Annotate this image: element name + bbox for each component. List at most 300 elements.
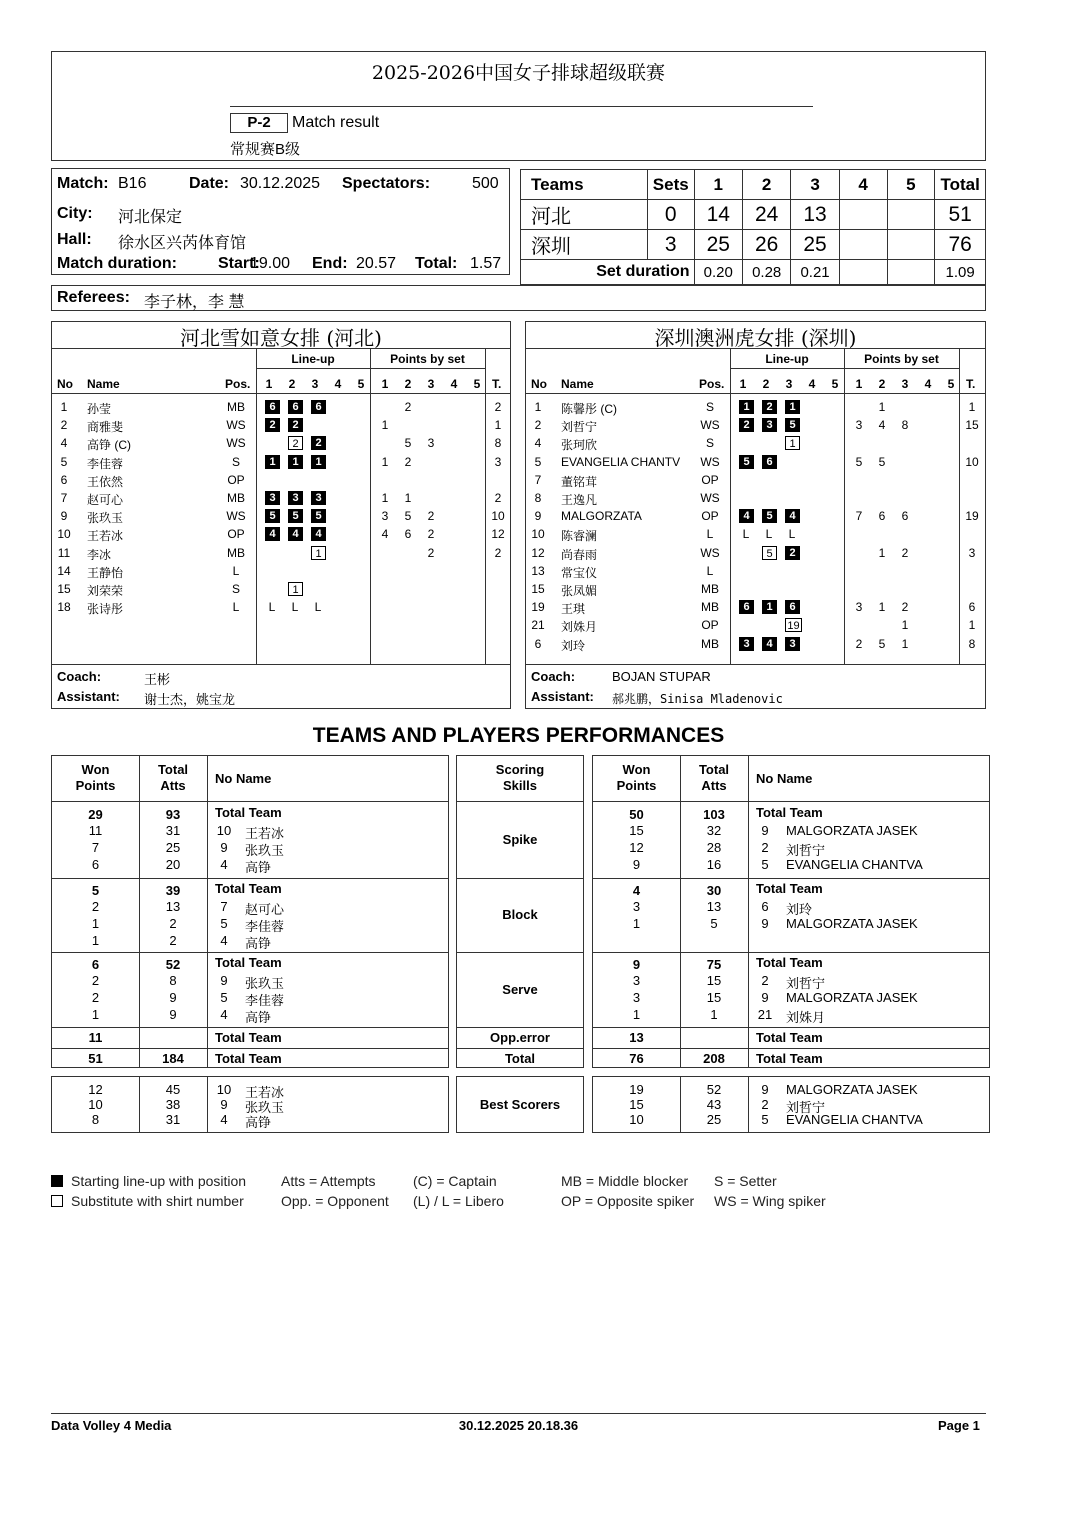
legend-substitute: Substitute with shirt number xyxy=(71,1193,244,1209)
set-points: 1 xyxy=(381,418,389,433)
legend-captain: (C) = Captain xyxy=(413,1173,497,1189)
total-won-points: 76 xyxy=(629,1051,644,1066)
total-points: 19 xyxy=(965,509,979,524)
score-set4 xyxy=(839,200,887,230)
divider xyxy=(52,393,510,394)
skill-label: Serve xyxy=(502,981,538,997)
starter-swatch-icon xyxy=(51,1175,63,1187)
player-number: 4 xyxy=(60,436,68,451)
set-number: 1 xyxy=(265,377,273,391)
total-team-label: Total Team xyxy=(756,955,823,970)
player-number: 6 xyxy=(60,472,68,487)
player-position: L xyxy=(232,563,240,578)
end-time: 20.57 xyxy=(356,255,397,272)
substitute-number-box: 19 xyxy=(785,618,802,632)
libero-marker: L xyxy=(291,600,299,615)
total-points: 1 xyxy=(494,418,502,433)
starting-position-box: 5 xyxy=(265,509,280,523)
player-won-points: 1 xyxy=(632,1007,641,1022)
player-name: 高铮 xyxy=(245,936,272,951)
starting-position-box: 4 xyxy=(265,527,280,541)
starting-position-box: 1 xyxy=(288,455,303,469)
col-name-header: Name xyxy=(561,377,594,391)
player-row xyxy=(526,616,984,634)
total-team-label: Total Team xyxy=(215,805,282,820)
set-number: 4 xyxy=(808,377,816,391)
total-team-label: Total Team xyxy=(756,881,823,896)
best-scorers-away xyxy=(592,1076,990,1133)
starting-position-box: 6 xyxy=(762,455,777,469)
assistant-names: 谢士杰，姚宝龙 xyxy=(144,692,236,707)
player-number: 11 xyxy=(57,545,71,560)
player-number: 9 xyxy=(220,973,228,988)
score-set4 xyxy=(839,230,887,260)
total-points: 3 xyxy=(968,545,976,560)
no-name-header: No Name xyxy=(756,771,813,786)
player-total-atts: 16 xyxy=(706,857,722,872)
total-team-label: Total Team xyxy=(215,1030,282,1045)
player-number: 5 xyxy=(220,990,228,1005)
player-position: MB xyxy=(701,600,719,615)
skill-label: Spike xyxy=(502,832,538,847)
player-name: 陈馨彤 (C) xyxy=(561,402,617,416)
player-name: MALGORZATA xyxy=(561,509,642,524)
player-number: 9 xyxy=(761,990,769,1005)
lineup-header: Line-up xyxy=(765,352,809,366)
assistant-label: Assistant: xyxy=(531,689,594,704)
col-no-header: No xyxy=(531,377,547,391)
score-header-set2: 2 xyxy=(742,170,790,200)
player-number: 5 xyxy=(60,454,68,469)
player-position: MB xyxy=(701,582,719,596)
divider xyxy=(593,878,989,879)
set-points: 3 xyxy=(427,436,435,451)
starting-position-box: 4 xyxy=(288,527,303,541)
total-points: 2 xyxy=(494,545,502,560)
total-points: 2 xyxy=(494,400,502,414)
player-row xyxy=(52,489,510,507)
set-points: 1 xyxy=(404,491,412,505)
best-total-atts: 25 xyxy=(706,1112,722,1127)
best-player-name: EVANGELIA CHANTVA xyxy=(786,1112,923,1127)
player-name: 张凤媚 xyxy=(561,584,598,598)
player-number: 5 xyxy=(220,916,228,931)
player-number: 10 xyxy=(57,527,71,542)
score-set2: 26 xyxy=(742,230,790,260)
player-name: 刘哲宁 xyxy=(786,843,826,858)
col-total-header: T. xyxy=(492,377,502,391)
player-won-points: 6 xyxy=(91,857,100,872)
skill-label: Total xyxy=(504,1051,536,1066)
player-row xyxy=(52,580,510,598)
total-team-label: Total Team xyxy=(215,881,282,896)
total-points: 2 xyxy=(494,491,502,505)
player-position: OP xyxy=(227,472,245,487)
player-position: MB xyxy=(227,491,245,505)
player-name: 王静怡 xyxy=(87,565,124,580)
score-set2: 24 xyxy=(742,200,790,230)
col-name-header: Name xyxy=(87,377,120,391)
best-total-atts: 43 xyxy=(706,1097,722,1112)
score-header-set3: 3 xyxy=(791,170,839,200)
divider xyxy=(457,1048,583,1049)
player-total-atts: 13 xyxy=(165,899,181,914)
match-label: Match: xyxy=(57,175,109,192)
player-won-points: 1 xyxy=(91,916,100,931)
divider xyxy=(526,664,985,665)
starting-position-box: 5 xyxy=(785,418,800,432)
starting-position-box: 2 xyxy=(785,546,800,560)
player-row xyxy=(526,635,984,653)
report-subtitle: Match result xyxy=(292,114,380,131)
substitute-number-box: 1 xyxy=(288,582,303,596)
divider xyxy=(457,952,583,953)
divider xyxy=(593,1048,989,1049)
player-name: 王若冰 xyxy=(245,826,285,841)
player-row xyxy=(526,398,984,416)
score-team: 河北 xyxy=(521,200,648,230)
player-name: 张珂欣 xyxy=(561,438,598,453)
end-label: End: xyxy=(312,255,348,272)
divider xyxy=(593,1027,989,1028)
header-box xyxy=(51,51,986,161)
player-name: 李佳蓉 xyxy=(245,993,285,1008)
player-won-points: 2 xyxy=(91,899,100,914)
player-position: S xyxy=(705,436,714,451)
hall-label: Hall: xyxy=(57,231,92,248)
divider xyxy=(207,1077,208,1132)
set-points: 5 xyxy=(878,636,886,651)
score-set3: 25 xyxy=(791,230,839,260)
player-number: 15 xyxy=(531,582,545,596)
total-team-label: Total Team xyxy=(756,1030,823,1045)
set-duration-1: 0.20 xyxy=(694,260,742,285)
date-label: Date: xyxy=(189,175,230,192)
player-row xyxy=(52,434,510,452)
score-set1: 14 xyxy=(694,200,742,230)
divider xyxy=(593,952,989,953)
set-points: 5 xyxy=(878,454,886,469)
set-number: 2 xyxy=(878,377,886,391)
player-row xyxy=(526,580,984,598)
set-points: 4 xyxy=(878,418,886,433)
player-position: OP xyxy=(701,472,719,487)
player-number: 18 xyxy=(57,600,71,615)
starting-position-box: 5 xyxy=(288,509,303,523)
set-points: 6 xyxy=(404,527,412,542)
starting-position-box: 1 xyxy=(265,455,280,469)
player-total-atts: 31 xyxy=(165,823,181,838)
player-row xyxy=(526,598,984,616)
assistant-label: Assistant: xyxy=(57,689,120,704)
set-points: 8 xyxy=(901,418,909,433)
player-total-atts: 2 xyxy=(169,916,177,931)
set-points: 5 xyxy=(855,454,863,469)
best-player-number: 5 xyxy=(761,1112,769,1127)
player-position: WS xyxy=(226,418,246,433)
substitute-number-box: 2 xyxy=(288,436,303,450)
starting-position-box: 2 xyxy=(762,400,777,414)
player-number: 2 xyxy=(761,973,769,988)
player-number: 9 xyxy=(761,823,769,838)
player-total-atts: 9 xyxy=(169,990,177,1005)
player-name: 常宝仪 xyxy=(561,565,598,580)
player-position: S xyxy=(231,454,240,469)
divider xyxy=(256,368,485,369)
opp-error-points: 13 xyxy=(629,1030,644,1045)
player-name: 高铮 xyxy=(245,860,272,875)
score-total: 51 xyxy=(935,200,986,230)
set-number: 1 xyxy=(739,377,747,391)
team-total-atts: 93 xyxy=(165,807,181,822)
footer-page: Page 1 xyxy=(938,1418,980,1433)
set-points: 3 xyxy=(381,509,389,524)
set-number: 4 xyxy=(924,377,932,391)
player-total-atts: 1 xyxy=(710,1007,718,1022)
player-name: 张玖玉 xyxy=(245,976,285,991)
player-number: 6 xyxy=(534,636,542,651)
player-row xyxy=(526,416,984,434)
score-header-set5: 5 xyxy=(887,170,935,200)
perf-body-skills xyxy=(456,801,584,1068)
team-won-points: 4 xyxy=(632,883,641,898)
player-total-atts: 2 xyxy=(169,933,177,948)
player-number: 7 xyxy=(220,899,228,914)
player-name: 王琪 xyxy=(561,602,586,617)
player-name: 尚春雨 xyxy=(561,547,598,562)
libero-marker: L xyxy=(765,527,773,542)
player-position: OP xyxy=(701,618,719,633)
player-won-points: 3 xyxy=(632,973,641,988)
match-date: 30.12.2025 xyxy=(240,175,321,192)
coach-label: Coach: xyxy=(531,669,576,684)
player-row xyxy=(52,598,510,616)
player-name: EVANGELIA CHANTVA xyxy=(786,857,923,872)
set-duration-label: Set duration xyxy=(521,260,695,285)
starting-position-box: 2 xyxy=(265,418,280,432)
player-name: 陈睿澜 xyxy=(561,529,598,544)
total-duration: 1.57 xyxy=(470,255,502,272)
score-header-set1: 1 xyxy=(694,170,742,200)
footer-rule xyxy=(51,1413,986,1414)
player-number: 4 xyxy=(534,436,542,451)
total-points: 10 xyxy=(491,509,505,524)
player-row xyxy=(526,434,984,452)
score-set1: 25 xyxy=(694,230,742,260)
player-position: L xyxy=(706,563,714,578)
coach-name: BOJAN STUPAR xyxy=(612,669,711,684)
player-number: 9 xyxy=(534,509,542,524)
player-number: 4 xyxy=(220,933,228,948)
starting-position-box: 1 xyxy=(785,400,800,414)
lineup-header: Line-up xyxy=(291,352,335,366)
set-points: 2 xyxy=(404,400,412,414)
legend-op: OP = Opposite spiker xyxy=(561,1193,695,1209)
starting-position-box: 2 xyxy=(311,436,326,450)
total-points: 6 xyxy=(968,600,976,615)
coach-name: 王彬 xyxy=(144,672,171,687)
player-number: 9 xyxy=(761,916,769,931)
player-name: 王若冰 xyxy=(87,529,124,544)
player-won-points: 7 xyxy=(91,840,100,855)
col-pos-header: Pos. xyxy=(225,377,251,391)
col-total-header: T. xyxy=(966,377,976,391)
player-name: 高铮 (C) xyxy=(87,438,131,453)
set-number: 1 xyxy=(855,377,863,391)
set-number: 5 xyxy=(473,377,481,391)
perf-body-home xyxy=(51,801,449,1068)
total-team-label: Total Team xyxy=(215,955,282,970)
player-won-points: 1 xyxy=(632,916,641,931)
best-won-points: 10 xyxy=(629,1112,644,1127)
total-points: 15 xyxy=(965,418,979,433)
player-name: 张诗彤 xyxy=(87,602,124,617)
set-number: 5 xyxy=(831,377,839,391)
divider xyxy=(52,878,448,879)
divider xyxy=(730,368,959,369)
player-won-points: 3 xyxy=(632,899,641,914)
skill-label: Block xyxy=(502,907,538,922)
score-total: 76 xyxy=(935,230,986,260)
starting-position-box: 1 xyxy=(311,455,326,469)
divider xyxy=(457,1027,583,1028)
set-number: 1 xyxy=(381,377,389,391)
set-number: 3 xyxy=(901,377,909,391)
starting-position-box: 4 xyxy=(739,509,754,523)
total-points: 10 xyxy=(965,454,979,469)
score-sets: 0 xyxy=(647,200,694,230)
player-number: 10 xyxy=(531,527,545,542)
best-player-name: 高铮 xyxy=(245,1115,272,1130)
divider xyxy=(52,664,510,665)
player-won-points: 9 xyxy=(632,857,641,872)
player-position: OP xyxy=(701,509,719,524)
player-row xyxy=(526,525,984,543)
player-number: 2 xyxy=(534,418,542,433)
footer-timestamp: 30.12.2025 20.18.36 xyxy=(458,1418,579,1433)
starting-position-box: 3 xyxy=(739,637,754,651)
legend-opp: Opp. = Opponent xyxy=(281,1193,389,1209)
set-number: 5 xyxy=(947,377,955,391)
best-total-atts: 31 xyxy=(165,1112,181,1127)
set-duration-3: 0.21 xyxy=(791,260,839,285)
total-points: 12 xyxy=(491,527,505,542)
best-won-points: 19 xyxy=(629,1082,644,1097)
set-points: 1 xyxy=(901,618,909,633)
score-team: 深圳 xyxy=(521,230,648,260)
player-name: MALGORZATA JASEK xyxy=(786,916,918,931)
divider xyxy=(457,878,583,879)
player-won-points: 15 xyxy=(629,823,644,838)
divider xyxy=(207,756,208,801)
set-points: 3 xyxy=(855,418,863,433)
set-number: 4 xyxy=(450,377,458,391)
assistant-names: 郝兆鹏，Sinisa Mladenovic xyxy=(612,692,783,706)
divider xyxy=(52,348,510,349)
total-points: 1 xyxy=(968,618,976,633)
player-number: 1 xyxy=(60,400,68,414)
substitute-number-box: 1 xyxy=(785,436,800,450)
set-points: 3 xyxy=(855,600,863,615)
player-number: 8 xyxy=(534,491,542,505)
points-by-set-header: Points by set xyxy=(390,352,465,366)
set-points: 1 xyxy=(878,545,886,560)
total-team-label: Total Team xyxy=(756,1051,823,1066)
player-row xyxy=(52,525,510,543)
set-duration-row xyxy=(521,260,986,285)
starting-position-box: 4 xyxy=(311,527,326,541)
best-won-points: 8 xyxy=(91,1112,100,1127)
player-position: WS xyxy=(700,545,720,560)
starting-position-box: 1 xyxy=(762,600,777,614)
player-position: S xyxy=(705,400,714,414)
score-header-teams: Teams xyxy=(521,170,648,200)
score-sets: 3 xyxy=(647,230,694,260)
substitute-number-box: 1 xyxy=(311,546,326,560)
team-total-atts: 75 xyxy=(706,957,722,972)
player-name: 刘姝月 xyxy=(561,620,598,635)
skill-label: Opp.error xyxy=(490,1030,550,1045)
player-number: 12 xyxy=(531,545,545,560)
player-name: 孙莹 xyxy=(87,402,112,416)
player-name: 王逸凡 xyxy=(561,493,598,507)
player-number: 6 xyxy=(761,899,769,914)
total-atts: 184 xyxy=(162,1051,184,1066)
starting-position-box: 6 xyxy=(739,600,754,614)
score-header-total: Total xyxy=(935,170,986,200)
player-name: 张玖玉 xyxy=(245,843,285,858)
best-player-name: 张玖玉 xyxy=(245,1100,285,1115)
best-won-points: 15 xyxy=(629,1097,644,1112)
divider xyxy=(526,348,985,349)
player-total-atts: 32 xyxy=(706,823,722,838)
player-row xyxy=(52,562,510,580)
player-total-atts: 15 xyxy=(706,973,722,988)
team-won-points: 9 xyxy=(632,957,641,972)
set-points: 1 xyxy=(381,491,389,505)
footer-left: Data Volley 4 Media xyxy=(51,1418,172,1433)
player-number: 4 xyxy=(220,857,228,872)
player-position: L xyxy=(232,600,240,615)
player-total-atts: 15 xyxy=(706,990,722,1005)
team-won-points: 6 xyxy=(91,957,100,972)
perf-header-away xyxy=(592,755,990,802)
points-by-set-header: Points by set xyxy=(864,352,939,366)
player-total-atts: 9 xyxy=(169,1007,177,1022)
player-row xyxy=(52,398,510,416)
divider xyxy=(748,756,749,801)
set-points: 2 xyxy=(404,454,412,469)
libero-marker: L xyxy=(314,600,322,615)
player-name: 高铮 xyxy=(245,1010,272,1025)
player-name: 刘荣荣 xyxy=(87,584,124,598)
best-player-number: 9 xyxy=(761,1082,769,1097)
legend-starting: Starting line-up with position xyxy=(71,1173,247,1189)
starting-position-box: 6 xyxy=(288,400,303,414)
player-won-points: 1 xyxy=(91,933,100,948)
set-number: 5 xyxy=(357,377,365,391)
player-name: 赵可心 xyxy=(87,493,124,507)
divider xyxy=(526,393,985,394)
set-number: 2 xyxy=(404,377,412,391)
player-total-atts: 8 xyxy=(169,973,177,988)
set-duration-5 xyxy=(887,260,935,285)
starting-position-box: 2 xyxy=(288,418,303,432)
set-points: 1 xyxy=(381,454,389,469)
set-number: 3 xyxy=(427,377,435,391)
score-header-sets: Sets xyxy=(647,170,694,200)
player-name: EVANGELIA CHANTV xyxy=(561,454,681,469)
